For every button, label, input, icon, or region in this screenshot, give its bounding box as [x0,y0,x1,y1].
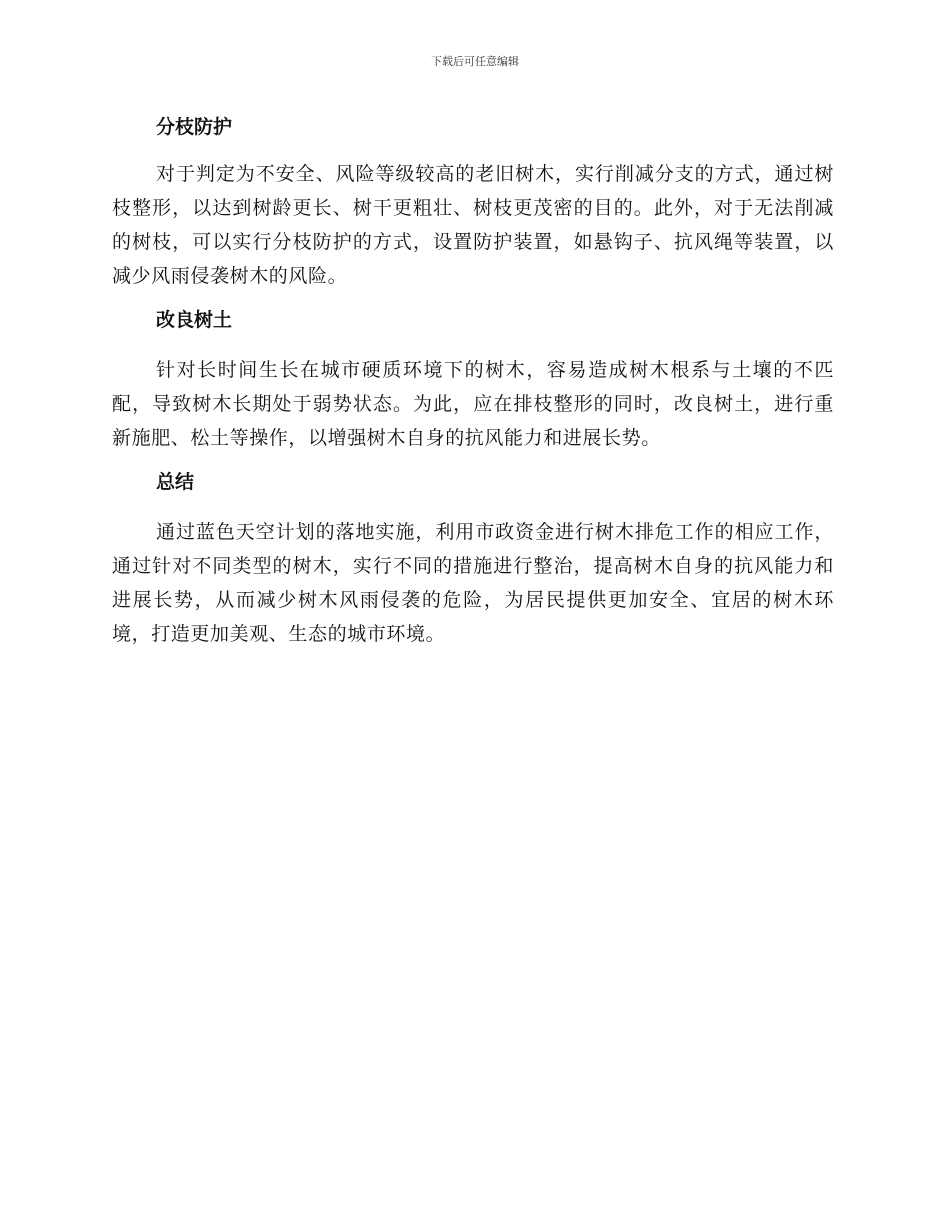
section-paragraph: 通过蓝色天空计划的落地实施，利用市政资金进行树木排危工作的相应工作，通过针对不同类型的树木，实行不同的措施进行整治，提高树木自身的抗风能力和进展长势，从而减少树木风雨侵袭的危险，为居民提供更加安全、宜居的树木环境，打造更加美观、生态的城市环境。 [112,521,834,645]
section-branch-protection [112,112,834,293]
section-paragraph: 针对长时间生长在城市硬质环境下的树木，容易造成树木根系与土壤的不匹配，导致树木长期处于弱势状态。为此，应在排枝整形的同时，改良树土，进行重新施肥、松土等操作，以增强树木自身的抗风能力和进展长势。 [112,359,834,449]
section-heading: 改良树土 [156,309,233,331]
section-paragraph: 对于判定为不安全、风险等级较高的老旧树木，实行削减分支的方式，通过树枝整形，以达到树龄更长、树干更粗壮、树枝更茂密的目的。此外，对于无法削减的树枝，可以实行分枝防护的方式，设置防护装置，如悬钩子、抗风绳等装置，以减少风雨侵袭树木的风险。 [112,163,834,287]
section-summary [112,467,834,651]
section-heading: 总结 [156,471,195,493]
document-body [112,112,834,651]
page-header: 下载后可任意编辑 [431,55,519,68]
section-soil-improvement [112,305,834,455]
section-heading: 分枝防护 [156,116,233,138]
